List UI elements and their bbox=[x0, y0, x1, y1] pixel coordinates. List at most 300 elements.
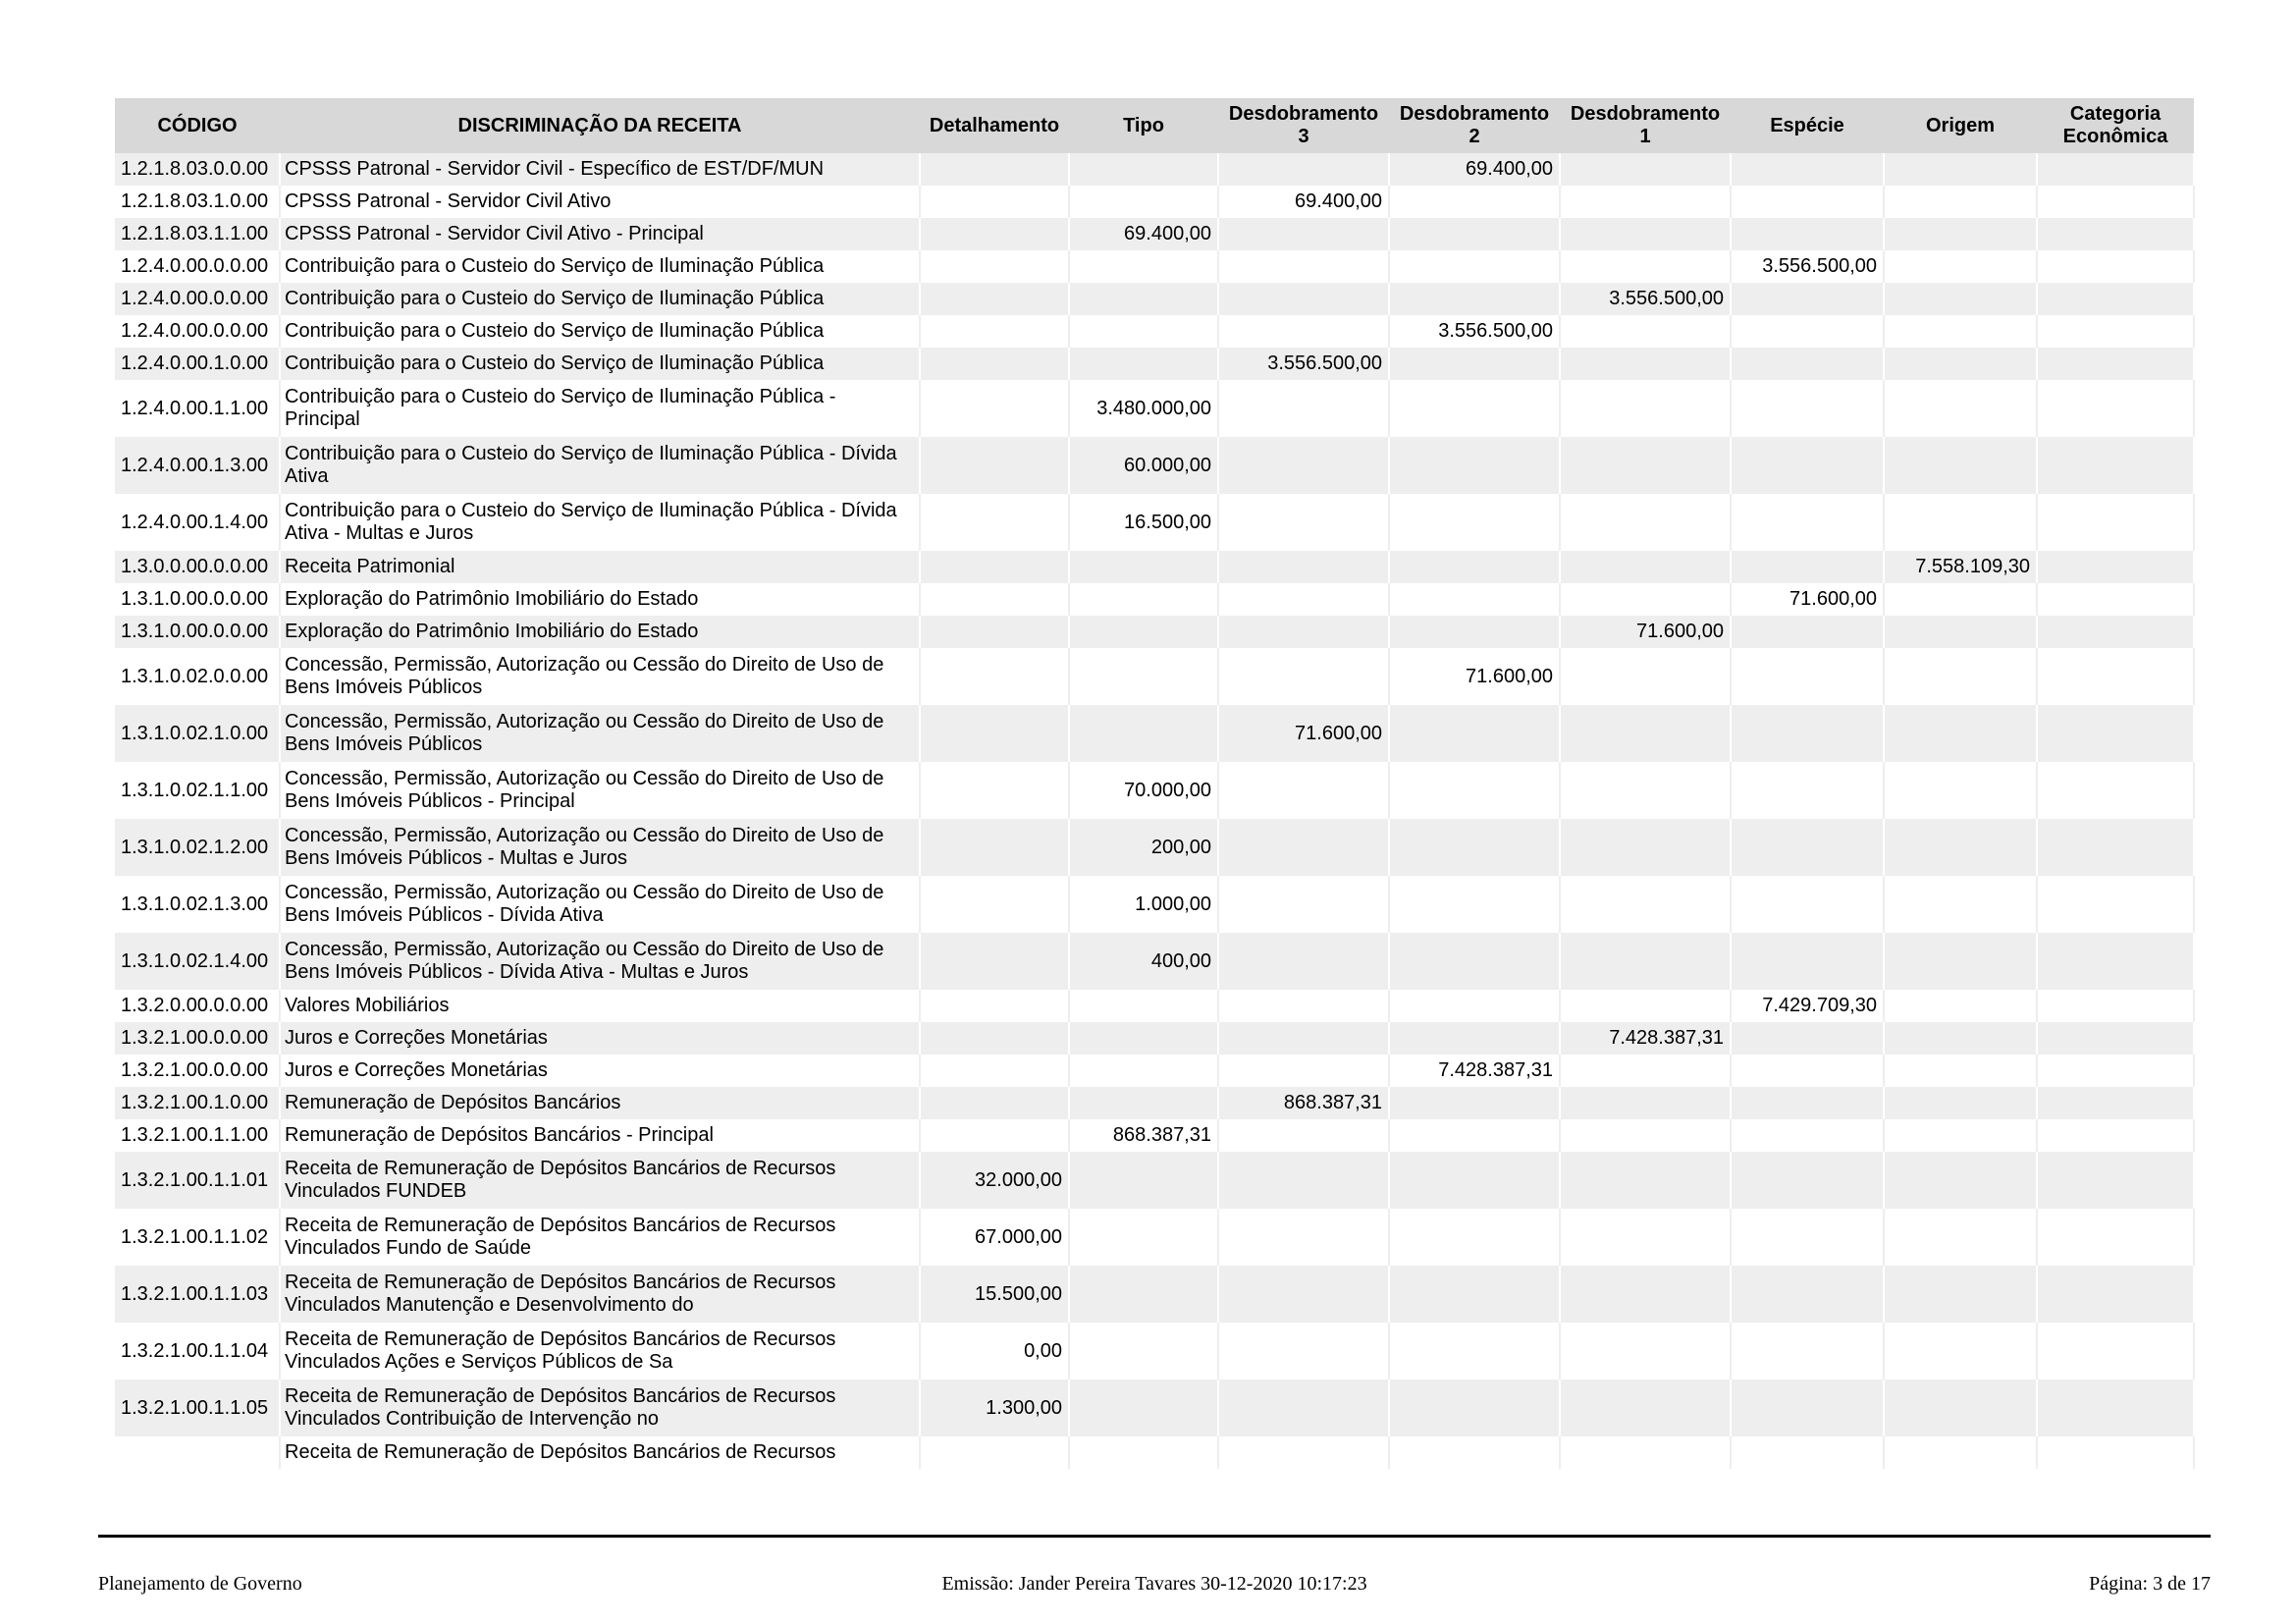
cell-categoria bbox=[2037, 153, 2194, 186]
cell-origem bbox=[1884, 990, 2037, 1022]
cell-origem bbox=[1884, 1209, 2037, 1266]
cell-categoria bbox=[2037, 1266, 2194, 1323]
cell-origem bbox=[1884, 315, 2037, 348]
cell-categoria bbox=[2037, 1119, 2194, 1152]
cell-detalhamento bbox=[920, 315, 1069, 348]
table-row bbox=[115, 348, 2194, 380]
cell-desdobramento-2 bbox=[1389, 1266, 1560, 1323]
table-row bbox=[115, 990, 2194, 1022]
cell-desdobramento-3 bbox=[1218, 1266, 1389, 1323]
cell-desdobramento-1: 3.556.500,00 bbox=[1560, 283, 1731, 315]
cell-codigo: 1.2.1.8.03.0.0.00 bbox=[115, 153, 280, 186]
cell-tipo bbox=[1069, 153, 1218, 186]
cell-especie bbox=[1731, 1055, 1884, 1087]
footer-department: Planejamento de Governo bbox=[98, 1573, 302, 1595]
table-row bbox=[115, 705, 2194, 762]
cell-origem bbox=[1884, 153, 2037, 186]
cell-detalhamento bbox=[920, 1022, 1069, 1055]
table-header-row bbox=[115, 98, 2194, 153]
cell-codigo: 1.3.1.0.02.1.2.00 bbox=[115, 819, 280, 876]
cell-origem bbox=[1884, 283, 2037, 315]
cell-especie bbox=[1731, 186, 1884, 218]
cell-codigo: 1.2.4.0.00.0.0.00 bbox=[115, 283, 280, 315]
cell-discriminacao: Concessão, Permissão, Autorização ou Cessão do Direito de Uso de Bens Imóveis Públicos bbox=[280, 648, 920, 705]
cell-desdobramento-2 bbox=[1389, 583, 1560, 616]
cell-desdobramento-1 bbox=[1560, 583, 1731, 616]
cell-codigo: 1.2.4.0.00.1.3.00 bbox=[115, 437, 280, 494]
cell-desdobramento-3 bbox=[1218, 1436, 1389, 1469]
cell-tipo bbox=[1069, 1087, 1218, 1119]
cell-discriminacao: Receita de Remuneração de Depósitos Bancários de Recursos Vinculados Manutenção e Desenvolvimento do bbox=[280, 1266, 920, 1323]
cell-desdobramento-3 bbox=[1218, 1022, 1389, 1055]
col-header-desdobramento-2: Desdobramento 2 bbox=[1389, 98, 1560, 153]
col-header-categoria: Categoria Econômica bbox=[2037, 98, 2194, 153]
cell-discriminacao: Concessão, Permissão, Autorização ou Cessão do Direito de Uso de Bens Imóveis Públicos - Multas e Juros bbox=[280, 819, 920, 876]
cell-codigo: 1.2.4.0.00.1.1.00 bbox=[115, 380, 280, 437]
cell-origem bbox=[1884, 1436, 2037, 1469]
cell-especie bbox=[1731, 616, 1884, 648]
cell-categoria bbox=[2037, 1055, 2194, 1087]
cell-detalhamento bbox=[920, 1087, 1069, 1119]
cell-discriminacao: Exploração do Patrimônio Imobiliário do Estado bbox=[280, 583, 920, 616]
cell-categoria bbox=[2037, 348, 2194, 380]
table-row bbox=[115, 1436, 2194, 1469]
cell-desdobramento-2 bbox=[1389, 616, 1560, 648]
cell-desdobramento-3 bbox=[1218, 819, 1389, 876]
cell-codigo: 1.3.1.0.02.1.3.00 bbox=[115, 876, 280, 933]
cell-tipo bbox=[1069, 250, 1218, 283]
cell-discriminacao: Contribuição para o Custeio do Serviço de Iluminação Pública - Dívida Ativa bbox=[280, 437, 920, 494]
cell-origem bbox=[1884, 819, 2037, 876]
cell-desdobramento-2 bbox=[1389, 186, 1560, 218]
cell-tipo bbox=[1069, 1323, 1218, 1380]
cell-codigo: 1.3.1.0.00.0.0.00 bbox=[115, 616, 280, 648]
revenue-table bbox=[115, 98, 2195, 1469]
cell-detalhamento bbox=[920, 616, 1069, 648]
cell-desdobramento-3 bbox=[1218, 315, 1389, 348]
cell-categoria bbox=[2037, 1323, 2194, 1380]
cell-especie bbox=[1731, 218, 1884, 250]
cell-especie bbox=[1731, 1087, 1884, 1119]
cell-especie bbox=[1731, 648, 1884, 705]
cell-categoria bbox=[2037, 1022, 2194, 1055]
cell-desdobramento-2 bbox=[1389, 819, 1560, 876]
cell-origem bbox=[1884, 1119, 2037, 1152]
cell-tipo bbox=[1069, 1152, 1218, 1209]
cell-detalhamento: 32.000,00 bbox=[920, 1152, 1069, 1209]
cell-origem bbox=[1884, 348, 2037, 380]
cell-codigo: 1.3.1.0.02.1.4.00 bbox=[115, 933, 280, 990]
cell-detalhamento bbox=[920, 250, 1069, 283]
cell-desdobramento-2 bbox=[1389, 1209, 1560, 1266]
cell-desdobramento-1 bbox=[1560, 1323, 1731, 1380]
cell-codigo: 1.3.1.0.02.1.0.00 bbox=[115, 705, 280, 762]
cell-origem bbox=[1884, 616, 2037, 648]
cell-codigo: 1.2.1.8.03.1.1.00 bbox=[115, 218, 280, 250]
cell-desdobramento-1 bbox=[1560, 380, 1731, 437]
cell-tipo bbox=[1069, 1380, 1218, 1436]
cell-codigo: 1.3.0.0.00.0.0.00 bbox=[115, 551, 280, 583]
cell-origem bbox=[1884, 1266, 2037, 1323]
cell-detalhamento: 67.000,00 bbox=[920, 1209, 1069, 1266]
cell-desdobramento-1 bbox=[1560, 250, 1731, 283]
cell-desdobramento-1 bbox=[1560, 705, 1731, 762]
cell-discriminacao: Remuneração de Depósitos Bancários bbox=[280, 1087, 920, 1119]
cell-categoria bbox=[2037, 705, 2194, 762]
cell-desdobramento-3 bbox=[1218, 153, 1389, 186]
cell-detalhamento bbox=[920, 1119, 1069, 1152]
cell-desdobramento-1 bbox=[1560, 186, 1731, 218]
cell-especie bbox=[1731, 876, 1884, 933]
cell-desdobramento-3 bbox=[1218, 762, 1389, 819]
cell-detalhamento bbox=[920, 990, 1069, 1022]
cell-origem bbox=[1884, 494, 2037, 551]
cell-tipo bbox=[1069, 1209, 1218, 1266]
cell-desdobramento-1 bbox=[1560, 348, 1731, 380]
table-row bbox=[115, 1380, 2194, 1436]
table-row bbox=[115, 1087, 2194, 1119]
col-header-detalhamento: Detalhamento bbox=[920, 98, 1069, 153]
cell-codigo: 1.3.1.0.02.0.0.00 bbox=[115, 648, 280, 705]
cell-especie bbox=[1731, 819, 1884, 876]
cell-discriminacao: Concessão, Permissão, Autorização ou Cessão do Direito de Uso de Bens Imóveis Públicos - Dívida Ativa - Multas e Juros bbox=[280, 933, 920, 990]
table-row bbox=[115, 153, 2194, 186]
col-header-origem: Origem bbox=[1884, 98, 2037, 153]
cell-tipo bbox=[1069, 648, 1218, 705]
cell-categoria bbox=[2037, 1152, 2194, 1209]
cell-categoria bbox=[2037, 1209, 2194, 1266]
bottom-rule bbox=[98, 1535, 2211, 1538]
cell-detalhamento bbox=[920, 583, 1069, 616]
cell-discriminacao: Receita Patrimonial bbox=[280, 551, 920, 583]
cell-detalhamento bbox=[920, 705, 1069, 762]
cell-origem bbox=[1884, 250, 2037, 283]
cell-desdobramento-3 bbox=[1218, 380, 1389, 437]
cell-codigo: 1.2.1.8.03.1.0.00 bbox=[115, 186, 280, 218]
cell-discriminacao: Contribuição para o Custeio do Serviço de Iluminação Pública - Principal bbox=[280, 380, 920, 437]
table-row bbox=[115, 1022, 2194, 1055]
cell-categoria bbox=[2037, 551, 2194, 583]
cell-codigo: 1.3.2.1.00.1.1.04 bbox=[115, 1323, 280, 1380]
cell-tipo bbox=[1069, 315, 1218, 348]
cell-desdobramento-3 bbox=[1218, 1055, 1389, 1087]
cell-especie bbox=[1731, 380, 1884, 437]
cell-tipo bbox=[1069, 1436, 1218, 1469]
cell-origem bbox=[1884, 762, 2037, 819]
cell-especie bbox=[1731, 762, 1884, 819]
cell-especie bbox=[1731, 437, 1884, 494]
cell-desdobramento-1 bbox=[1560, 762, 1731, 819]
cell-codigo: 1.3.2.1.00.1.1.00 bbox=[115, 1119, 280, 1152]
cell-desdobramento-2 bbox=[1389, 551, 1560, 583]
table-body bbox=[115, 153, 2194, 1469]
cell-codigo: 1.3.1.0.00.0.0.00 bbox=[115, 583, 280, 616]
cell-tipo bbox=[1069, 1055, 1218, 1087]
cell-discriminacao: Contribuição para o Custeio do Serviço de Iluminação Pública bbox=[280, 348, 920, 380]
cell-desdobramento-1 bbox=[1560, 437, 1731, 494]
cell-especie bbox=[1731, 153, 1884, 186]
cell-desdobramento-1 bbox=[1560, 990, 1731, 1022]
cell-detalhamento bbox=[920, 933, 1069, 990]
cell-desdobramento-2 bbox=[1389, 1323, 1560, 1380]
cell-especie bbox=[1731, 1380, 1884, 1436]
col-header-tipo: Tipo bbox=[1069, 98, 1218, 153]
cell-tipo bbox=[1069, 551, 1218, 583]
cell-tipo: 16.500,00 bbox=[1069, 494, 1218, 551]
cell-categoria bbox=[2037, 1380, 2194, 1436]
cell-desdobramento-2 bbox=[1389, 1119, 1560, 1152]
cell-categoria bbox=[2037, 494, 2194, 551]
cell-tipo bbox=[1069, 583, 1218, 616]
cell-desdobramento-1 bbox=[1560, 648, 1731, 705]
cell-desdobramento-3 bbox=[1218, 990, 1389, 1022]
cell-discriminacao: Juros e Correções Monetárias bbox=[280, 1022, 920, 1055]
cell-discriminacao: Receita de Remuneração de Depósitos Bancários de Recursos Vinculados Ações e Serviços Públicos de Sa bbox=[280, 1323, 920, 1380]
cell-desdobramento-2: 71.600,00 bbox=[1389, 648, 1560, 705]
cell-codigo: 1.3.2.0.00.0.0.00 bbox=[115, 990, 280, 1022]
cell-tipo bbox=[1069, 348, 1218, 380]
table-row bbox=[115, 933, 2194, 990]
cell-detalhamento bbox=[920, 819, 1069, 876]
table-row bbox=[115, 762, 2194, 819]
cell-tipo bbox=[1069, 1022, 1218, 1055]
cell-desdobramento-2 bbox=[1389, 1087, 1560, 1119]
cell-categoria bbox=[2037, 876, 2194, 933]
cell-detalhamento: 1.300,00 bbox=[920, 1380, 1069, 1436]
cell-desdobramento-2 bbox=[1389, 250, 1560, 283]
cell-desdobramento-3: 71.600,00 bbox=[1218, 705, 1389, 762]
cell-especie bbox=[1731, 1209, 1884, 1266]
cell-tipo bbox=[1069, 616, 1218, 648]
cell-categoria bbox=[2037, 218, 2194, 250]
cell-desdobramento-3 bbox=[1218, 551, 1389, 583]
cell-desdobramento-1 bbox=[1560, 819, 1731, 876]
cell-desdobramento-2 bbox=[1389, 762, 1560, 819]
cell-desdobramento-1 bbox=[1560, 315, 1731, 348]
cell-categoria bbox=[2037, 380, 2194, 437]
cell-desdobramento-3 bbox=[1218, 933, 1389, 990]
cell-discriminacao: Contribuição para o Custeio do Serviço de Iluminação Pública bbox=[280, 250, 920, 283]
cell-desdobramento-2 bbox=[1389, 1380, 1560, 1436]
cell-desdobramento-2: 69.400,00 bbox=[1389, 153, 1560, 186]
cell-desdobramento-3 bbox=[1218, 218, 1389, 250]
cell-desdobramento-1 bbox=[1560, 1436, 1731, 1469]
cell-desdobramento-3 bbox=[1218, 616, 1389, 648]
cell-categoria bbox=[2037, 437, 2194, 494]
cell-tipo: 868.387,31 bbox=[1069, 1119, 1218, 1152]
table-row bbox=[115, 819, 2194, 876]
cell-codigo bbox=[115, 1436, 280, 1469]
cell-desdobramento-2 bbox=[1389, 283, 1560, 315]
cell-origem bbox=[1884, 437, 2037, 494]
cell-codigo: 1.2.4.0.00.1.4.00 bbox=[115, 494, 280, 551]
cell-detalhamento bbox=[920, 380, 1069, 437]
cell-discriminacao: Contribuição para o Custeio do Serviço de Iluminação Pública bbox=[280, 283, 920, 315]
cell-tipo: 69.400,00 bbox=[1069, 218, 1218, 250]
table-row bbox=[115, 250, 2194, 283]
cell-desdobramento-3 bbox=[1218, 437, 1389, 494]
cell-tipo bbox=[1069, 990, 1218, 1022]
cell-desdobramento-1 bbox=[1560, 1209, 1731, 1266]
cell-origem bbox=[1884, 380, 2037, 437]
cell-especie bbox=[1731, 933, 1884, 990]
cell-discriminacao: CPSSS Patronal - Servidor Civil - Específico de EST/DF/MUN bbox=[280, 153, 920, 186]
cell-codigo: 1.3.2.1.00.1.1.01 bbox=[115, 1152, 280, 1209]
cell-origem bbox=[1884, 1323, 2037, 1380]
cell-detalhamento bbox=[920, 437, 1069, 494]
cell-tipo bbox=[1069, 283, 1218, 315]
cell-origem bbox=[1884, 1152, 2037, 1209]
table-row bbox=[115, 283, 2194, 315]
cell-codigo: 1.2.4.0.00.0.0.00 bbox=[115, 250, 280, 283]
cell-desdobramento-3 bbox=[1218, 648, 1389, 705]
table-row bbox=[115, 218, 2194, 250]
cell-desdobramento-3 bbox=[1218, 1119, 1389, 1152]
table-row bbox=[115, 186, 2194, 218]
cell-codigo: 1.3.2.1.00.1.1.05 bbox=[115, 1380, 280, 1436]
cell-desdobramento-3 bbox=[1218, 1209, 1389, 1266]
cell-especie bbox=[1731, 1436, 1884, 1469]
footer-emission: Emissão: Jander Pereira Tavares 30-12-2020 10:17:23 bbox=[941, 1573, 1367, 1595]
cell-desdobramento-3: 69.400,00 bbox=[1218, 186, 1389, 218]
cell-especie: 3.556.500,00 bbox=[1731, 250, 1884, 283]
cell-detalhamento bbox=[920, 551, 1069, 583]
cell-especie bbox=[1731, 283, 1884, 315]
cell-especie bbox=[1731, 1266, 1884, 1323]
cell-desdobramento-1 bbox=[1560, 1266, 1731, 1323]
cell-desdobramento-1 bbox=[1560, 1152, 1731, 1209]
cell-desdobramento-3 bbox=[1218, 1323, 1389, 1380]
cell-discriminacao: Receita de Remuneração de Depósitos Bancários de Recursos Vinculados Fundo de Saúde bbox=[280, 1209, 920, 1266]
cell-origem bbox=[1884, 876, 2037, 933]
cell-desdobramento-1 bbox=[1560, 1055, 1731, 1087]
cell-codigo: 1.3.1.0.02.1.1.00 bbox=[115, 762, 280, 819]
cell-desdobramento-2 bbox=[1389, 1152, 1560, 1209]
cell-detalhamento bbox=[920, 648, 1069, 705]
table-row bbox=[115, 1209, 2194, 1266]
table-row bbox=[115, 583, 2194, 616]
cell-tipo bbox=[1069, 186, 1218, 218]
cell-desdobramento-2 bbox=[1389, 380, 1560, 437]
cell-categoria bbox=[2037, 315, 2194, 348]
cell-detalhamento bbox=[920, 494, 1069, 551]
cell-especie: 7.429.709,30 bbox=[1731, 990, 1884, 1022]
table-row bbox=[115, 1055, 2194, 1087]
table-row bbox=[115, 380, 2194, 437]
cell-desdobramento-2 bbox=[1389, 494, 1560, 551]
cell-discriminacao: Contribuição para o Custeio do Serviço de Iluminação Pública - Dívida Ativa - Multas e Juros bbox=[280, 494, 920, 551]
cell-especie bbox=[1731, 1022, 1884, 1055]
cell-codigo: 1.3.2.1.00.1.0.00 bbox=[115, 1087, 280, 1119]
cell-tipo: 200,00 bbox=[1069, 819, 1218, 876]
cell-desdobramento-2: 3.556.500,00 bbox=[1389, 315, 1560, 348]
cell-especie bbox=[1731, 1119, 1884, 1152]
cell-detalhamento bbox=[920, 1436, 1069, 1469]
cell-desdobramento-2 bbox=[1389, 990, 1560, 1022]
cell-discriminacao: Juros e Correções Monetárias bbox=[280, 1055, 920, 1087]
cell-tipo: 3.480.000,00 bbox=[1069, 380, 1218, 437]
footer-page-number: Página: 3 de 17 bbox=[2089, 1573, 2211, 1595]
cell-detalhamento bbox=[920, 218, 1069, 250]
cell-especie bbox=[1731, 315, 1884, 348]
cell-discriminacao: Receita de Remuneração de Depósitos Bancários de Recursos Vinculados Contribuição de Intervenção no bbox=[280, 1380, 920, 1436]
cell-desdobramento-2 bbox=[1389, 437, 1560, 494]
cell-categoria bbox=[2037, 990, 2194, 1022]
cell-especie bbox=[1731, 1152, 1884, 1209]
cell-discriminacao: Contribuição para o Custeio do Serviço de Iluminação Pública bbox=[280, 315, 920, 348]
cell-origem bbox=[1884, 1055, 2037, 1087]
cell-origem bbox=[1884, 218, 2037, 250]
cell-desdobramento-2 bbox=[1389, 1022, 1560, 1055]
cell-desdobramento-1 bbox=[1560, 218, 1731, 250]
cell-origem: 7.558.109,30 bbox=[1884, 551, 2037, 583]
cell-categoria bbox=[2037, 648, 2194, 705]
table-row bbox=[115, 648, 2194, 705]
cell-categoria bbox=[2037, 819, 2194, 876]
cell-detalhamento bbox=[920, 283, 1069, 315]
cell-desdobramento-1 bbox=[1560, 551, 1731, 583]
cell-desdobramento-3 bbox=[1218, 1380, 1389, 1436]
cell-detalhamento bbox=[920, 186, 1069, 218]
cell-desdobramento-3 bbox=[1218, 876, 1389, 933]
cell-categoria bbox=[2037, 933, 2194, 990]
cell-desdobramento-1 bbox=[1560, 1087, 1731, 1119]
cell-codigo: 1.3.2.1.00.0.0.00 bbox=[115, 1022, 280, 1055]
cell-desdobramento-2 bbox=[1389, 218, 1560, 250]
cell-discriminacao: Receita de Remuneração de Depósitos Bancários de Recursos bbox=[280, 1436, 920, 1469]
table-row bbox=[115, 1323, 2194, 1380]
cell-detalhamento bbox=[920, 1055, 1069, 1087]
col-header-codigo: CÓDIGO bbox=[115, 98, 280, 153]
table-row bbox=[115, 551, 2194, 583]
cell-categoria bbox=[2037, 186, 2194, 218]
cell-desdobramento-3 bbox=[1218, 1152, 1389, 1209]
table-row bbox=[115, 1152, 2194, 1209]
cell-discriminacao: Remuneração de Depósitos Bancários - Principal bbox=[280, 1119, 920, 1152]
cell-especie bbox=[1731, 1323, 1884, 1380]
cell-origem bbox=[1884, 648, 2037, 705]
cell-categoria bbox=[2037, 762, 2194, 819]
cell-detalhamento bbox=[920, 348, 1069, 380]
cell-origem bbox=[1884, 1087, 2037, 1119]
cell-desdobramento-2 bbox=[1389, 705, 1560, 762]
cell-desdobramento-1 bbox=[1560, 876, 1731, 933]
cell-detalhamento bbox=[920, 876, 1069, 933]
cell-desdobramento-2 bbox=[1389, 1436, 1560, 1469]
table-row bbox=[115, 876, 2194, 933]
cell-desdobramento-3 bbox=[1218, 283, 1389, 315]
cell-categoria bbox=[2037, 1087, 2194, 1119]
cell-desdobramento-3 bbox=[1218, 250, 1389, 283]
cell-origem bbox=[1884, 705, 2037, 762]
cell-desdobramento-3: 868.387,31 bbox=[1218, 1087, 1389, 1119]
cell-origem bbox=[1884, 933, 2037, 990]
cell-desdobramento-1 bbox=[1560, 153, 1731, 186]
cell-detalhamento: 0,00 bbox=[920, 1323, 1069, 1380]
cell-codigo: 1.3.2.1.00.0.0.00 bbox=[115, 1055, 280, 1087]
cell-tipo: 400,00 bbox=[1069, 933, 1218, 990]
col-header-discriminacao: DISCRIMINAÇÃO DA RECEITA bbox=[280, 98, 920, 153]
cell-discriminacao: Exploração do Patrimônio Imobiliário do Estado bbox=[280, 616, 920, 648]
table-row bbox=[115, 1266, 2194, 1323]
cell-especie bbox=[1731, 348, 1884, 380]
cell-codigo: 1.2.4.0.00.1.0.00 bbox=[115, 348, 280, 380]
cell-desdobramento-3 bbox=[1218, 494, 1389, 551]
cell-especie bbox=[1731, 551, 1884, 583]
cell-origem bbox=[1884, 583, 2037, 616]
cell-desdobramento-3: 3.556.500,00 bbox=[1218, 348, 1389, 380]
table-row bbox=[115, 437, 2194, 494]
